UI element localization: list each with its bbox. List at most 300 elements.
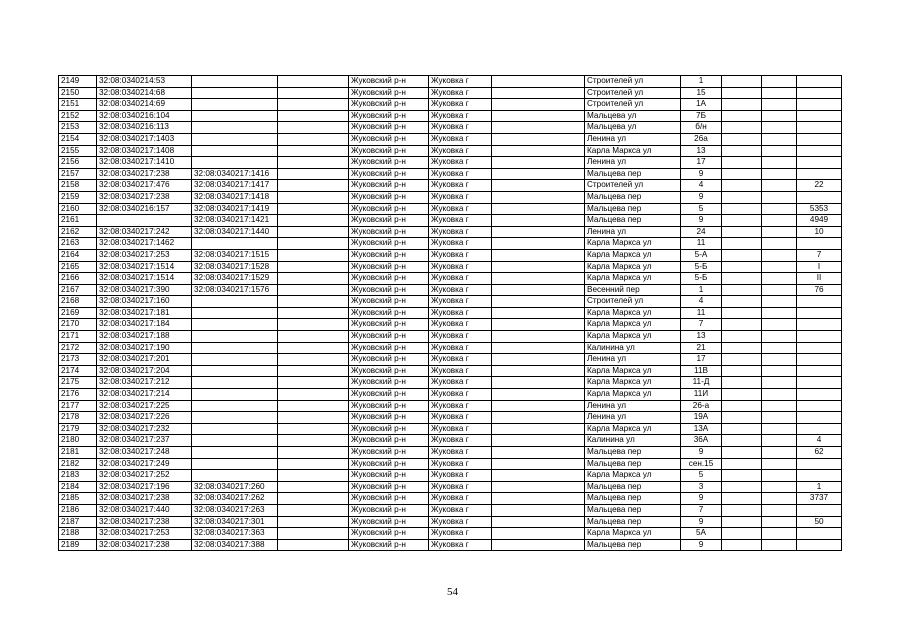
street-cell: Карла Маркса ул [585,528,681,540]
district-cell: Жуковский р-н [349,261,429,273]
row-number-cell: 2155 [59,145,97,157]
city-cell: Жуковка г [429,504,492,516]
empty-col-cell [762,447,797,459]
empty-col-cell [722,365,762,377]
empty-col-cell [492,481,585,493]
empty-col-cell [278,284,349,296]
city-cell: Жуковка г [429,76,492,88]
empty-col-cell [278,331,349,343]
cadastral-number-cell: 32:08:0340217:252 [97,470,192,482]
street-cell: Карла Маркса ул [585,145,681,157]
empty-col-cell [492,284,585,296]
row-number-cell: 2151 [59,99,97,111]
district-cell: Жуковский р-н [349,447,429,459]
table-row [59,261,842,273]
linked-cadastral-number-cell: 32:08:0340217:388 [192,539,278,551]
city-cell: Жуковка г [429,87,492,99]
empty-col-cell [762,226,797,238]
city-cell: Жуковка г [429,157,492,169]
empty-col-cell [762,76,797,88]
cadastral-number-cell: 32:08:0340217:238 [97,191,192,203]
city-cell: Жуковка г [429,238,492,250]
linked-cadastral-number-cell [192,133,278,145]
empty-col-cell [722,481,762,493]
empty-col-cell [492,423,585,435]
city-cell: Жуковка г [429,122,492,134]
empty-col-cell [492,145,585,157]
district-cell: Жуковский р-н [349,296,429,308]
district-cell: Жуковский р-н [349,319,429,331]
cadastral-number-cell: 32:08:0340217:238 [97,539,192,551]
empty-col-cell [762,122,797,134]
empty-col-cell [278,447,349,459]
city-cell: Жуковка г [429,203,492,215]
empty-col-cell [278,226,349,238]
district-cell: Жуковский р-н [349,145,429,157]
empty-col-cell [722,516,762,528]
empty-col-cell [722,133,762,145]
apartment-cell [797,528,842,540]
empty-col-cell [762,435,797,447]
empty-col-cell [762,389,797,401]
empty-col-cell [722,249,762,261]
empty-col-cell [492,400,585,412]
row-number-cell: 2185 [59,493,97,505]
empty-col-cell [722,447,762,459]
empty-col-cell [762,307,797,319]
district-cell: Жуковский р-н [349,180,429,192]
house-number-cell: 7 [681,319,722,331]
house-number-cell: 9 [681,191,722,203]
empty-col-cell [762,528,797,540]
row-number-cell: 2159 [59,191,97,203]
city-cell: Жуковка г [429,389,492,401]
linked-cadastral-number-cell [192,377,278,389]
table-row [59,203,842,215]
empty-col-cell [278,157,349,169]
cadastral-number-cell: 32:08:0340216:104 [97,110,192,122]
registry-table [58,75,842,551]
city-cell: Жуковка г [429,180,492,192]
row-number-cell: 2166 [59,273,97,285]
house-number-cell: 1 [681,284,722,296]
empty-col-cell [722,389,762,401]
table-row [59,76,842,88]
apartment-cell [797,342,842,354]
table-row [59,331,842,343]
empty-col-cell [722,331,762,343]
apartment-cell: 7 [797,249,842,261]
house-number-cell: 17 [681,157,722,169]
empty-col-cell [722,168,762,180]
empty-col-cell [278,412,349,424]
city-cell: Жуковка г [429,249,492,261]
row-number-cell: 2173 [59,354,97,366]
apartment-cell [797,400,842,412]
district-cell: Жуковский р-н [349,400,429,412]
apartment-cell [797,87,842,99]
district-cell: Жуковский р-н [349,458,429,470]
empty-col-cell [762,145,797,157]
district-cell: Жуковский р-н [349,528,429,540]
city-cell: Жуковка г [429,168,492,180]
row-number-cell: 2182 [59,458,97,470]
street-cell: Калинина ул [585,342,681,354]
empty-col-cell [278,458,349,470]
district-cell: Жуковский р-н [349,307,429,319]
row-number-cell: 2180 [59,435,97,447]
apartment-cell: 10 [797,226,842,238]
empty-col-cell [278,261,349,273]
empty-col-cell [762,354,797,366]
city-cell: Жуковка г [429,215,492,227]
apartment-cell: 4 [797,435,842,447]
city-cell: Жуковка г [429,284,492,296]
house-number-cell: 24 [681,226,722,238]
district-cell: Жуковский р-н [349,168,429,180]
cadastral-number-cell: 32:08:0340217:1462 [97,238,192,250]
district-cell: Жуковский р-н [349,389,429,401]
district-cell: Жуковский р-н [349,365,429,377]
apartment-cell [797,133,842,145]
district-cell: Жуковский р-н [349,87,429,99]
city-cell: Жуковка г [429,528,492,540]
linked-cadastral-number-cell: 32:08:0340217:1576 [192,284,278,296]
apartment-cell [797,76,842,88]
apartment-cell [797,99,842,111]
empty-col-cell [492,249,585,261]
empty-col-cell [278,238,349,250]
street-cell: Строителей ул [585,180,681,192]
city-cell: Жуковка г [429,423,492,435]
linked-cadastral-number-cell: 32:08:0340217:301 [192,516,278,528]
empty-col-cell [278,76,349,88]
linked-cadastral-number-cell [192,157,278,169]
row-number-cell: 2181 [59,447,97,459]
empty-col-cell [492,365,585,377]
street-cell: Строителей ул [585,87,681,99]
table-row [59,273,842,285]
house-number-cell: 5-Б [681,273,722,285]
district-cell: Жуковский р-н [349,284,429,296]
linked-cadastral-number-cell: 32:08:0340217:1515 [192,249,278,261]
city-cell: Жуковка г [429,470,492,482]
apartment-cell [797,504,842,516]
empty-col-cell [492,331,585,343]
city-cell: Жуковка г [429,273,492,285]
table-row [59,481,842,493]
empty-col-cell [762,284,797,296]
empty-col-cell [278,354,349,366]
house-number-cell: б/н [681,122,722,134]
empty-col-cell [722,307,762,319]
table-row [59,168,842,180]
cadastral-number-cell: 32:08:0340217:232 [97,423,192,435]
linked-cadastral-number-cell [192,238,278,250]
cadastral-number-cell: 32:08:0340217:1403 [97,133,192,145]
linked-cadastral-number-cell [192,319,278,331]
cadastral-number-cell: 32:08:0340217:248 [97,447,192,459]
cadastral-number-cell: 32:08:0340217:214 [97,389,192,401]
table-row [59,110,842,122]
apartment-cell [797,354,842,366]
cadastral-number-cell: 32:08:0340217:204 [97,365,192,377]
row-number-cell: 2177 [59,400,97,412]
city-cell: Жуковка г [429,516,492,528]
apartment-cell [797,331,842,343]
linked-cadastral-number-cell [192,365,278,377]
apartment-cell: II [797,273,842,285]
apartment-cell: 5353 [797,203,842,215]
house-number-cell: 9 [681,493,722,505]
table-row [59,87,842,99]
empty-col-cell [278,180,349,192]
street-cell: Мальцева пер [585,447,681,459]
table-row [59,389,842,401]
empty-col-cell [492,504,585,516]
district-cell: Жуковский р-н [349,504,429,516]
city-cell: Жуковка г [429,319,492,331]
house-number-cell: 21 [681,342,722,354]
empty-col-cell [762,423,797,435]
empty-col-cell [492,238,585,250]
linked-cadastral-number-cell [192,400,278,412]
linked-cadastral-number-cell [192,458,278,470]
empty-col-cell [762,215,797,227]
district-cell: Жуковский р-н [349,76,429,88]
cadastral-number-cell: 32:08:0340217:390 [97,284,192,296]
city-cell: Жуковка г [429,342,492,354]
street-cell: Карла Маркса ул [585,307,681,319]
empty-col-cell [492,180,585,192]
row-number-cell: 2188 [59,528,97,540]
empty-col-cell [492,157,585,169]
empty-col-cell [762,319,797,331]
house-number-cell: 1 [681,76,722,88]
street-cell: Мальцева ул [585,110,681,122]
city-cell: Жуковка г [429,261,492,273]
cadastral-number-cell: 32:08:0340214:68 [97,87,192,99]
apartment-cell [797,365,842,377]
row-number-cell: 2160 [59,203,97,215]
house-number-cell: 13А [681,423,722,435]
house-number-cell: 11И [681,389,722,401]
city-cell: Жуковка г [429,493,492,505]
city-cell: Жуковка г [429,412,492,424]
empty-col-cell [722,354,762,366]
empty-col-cell [492,389,585,401]
table-row [59,191,842,203]
row-number-cell: 2168 [59,296,97,308]
house-number-cell: 17 [681,354,722,366]
table-row [59,354,842,366]
table-row [59,365,842,377]
street-cell: Мальцева пер [585,493,681,505]
linked-cadastral-number-cell: 32:08:0340217:1417 [192,180,278,192]
empty-col-cell [722,145,762,157]
house-number-cell: 11-Д [681,377,722,389]
house-number-cell: 5-Б [681,261,722,273]
empty-col-cell [492,435,585,447]
linked-cadastral-number-cell [192,76,278,88]
house-number-cell: 26а [681,133,722,145]
apartment-cell: I [797,261,842,273]
linked-cadastral-number-cell: 32:08:0340217:1418 [192,191,278,203]
cadastral-number-cell: 32:08:0340217:226 [97,412,192,424]
empty-col-cell [722,180,762,192]
cadastral-number-cell: 32:08:0340217:253 [97,528,192,540]
linked-cadastral-number-cell: 32:08:0340217:1416 [192,168,278,180]
empty-col-cell [278,249,349,261]
empty-col-cell [762,99,797,111]
linked-cadastral-number-cell [192,145,278,157]
street-cell: Ленина ул [585,226,681,238]
linked-cadastral-number-cell: 32:08:0340217:1529 [192,273,278,285]
empty-col-cell [722,87,762,99]
row-number-cell: 2172 [59,342,97,354]
table-row [59,470,842,482]
empty-col-cell [722,122,762,134]
apartment-cell [797,377,842,389]
empty-col-cell [762,458,797,470]
apartment-cell: 3737 [797,493,842,505]
street-cell: Карла Маркса ул [585,470,681,482]
empty-col-cell [762,470,797,482]
linked-cadastral-number-cell [192,331,278,343]
row-number-cell: 2149 [59,76,97,88]
empty-col-cell [722,157,762,169]
table-row [59,296,842,308]
empty-col-cell [762,191,797,203]
empty-col-cell [278,493,349,505]
table-row [59,528,842,540]
house-number-cell: 5-А [681,249,722,261]
empty-col-cell [492,87,585,99]
row-number-cell: 2157 [59,168,97,180]
cadastral-number-cell: 32:08:0340217:1514 [97,273,192,285]
house-number-cell: 11 [681,238,722,250]
empty-col-cell [278,319,349,331]
cadastral-number-cell: 32:08:0340217:1514 [97,261,192,273]
linked-cadastral-number-cell [192,110,278,122]
empty-col-cell [492,226,585,238]
row-number-cell: 2150 [59,87,97,99]
city-cell: Жуковка г [429,539,492,551]
street-cell: Мальцева пер [585,539,681,551]
empty-col-cell [278,273,349,285]
house-number-cell: 3 [681,481,722,493]
empty-col-cell [762,110,797,122]
row-number-cell: 2158 [59,180,97,192]
linked-cadastral-number-cell: 32:08:0340217:1421 [192,215,278,227]
apartment-cell [797,307,842,319]
empty-col-cell [492,458,585,470]
empty-col-cell [278,365,349,377]
cadastral-number-cell: 32:08:0340217:1408 [97,145,192,157]
row-number-cell: 2162 [59,226,97,238]
row-number-cell: 2187 [59,516,97,528]
empty-col-cell [722,493,762,505]
row-number-cell: 2164 [59,249,97,261]
street-cell: Карла Маркса ул [585,238,681,250]
city-cell: Жуковка г [429,435,492,447]
street-cell: Строителей ул [585,99,681,111]
cadastral-number-cell: 32:08:0340217:196 [97,481,192,493]
district-cell: Жуковский р-н [349,539,429,551]
empty-col-cell [762,377,797,389]
cadastral-number-cell [97,215,192,227]
linked-cadastral-number-cell [192,470,278,482]
street-cell: Мальцева ул [585,122,681,134]
empty-col-cell [722,435,762,447]
district-cell: Жуковский р-н [349,249,429,261]
empty-col-cell [278,110,349,122]
empty-col-cell [278,470,349,482]
empty-col-cell [492,215,585,227]
linked-cadastral-number-cell [192,354,278,366]
empty-col-cell [762,180,797,192]
district-cell: Жуковский р-н [349,342,429,354]
empty-col-cell [722,191,762,203]
row-number-cell: 2179 [59,423,97,435]
empty-col-cell [762,504,797,516]
row-number-cell: 2169 [59,307,97,319]
street-cell: Ленина ул [585,412,681,424]
street-cell: Карла Маркса ул [585,377,681,389]
page-number: 54 [447,586,458,598]
apartment-cell [797,145,842,157]
table-row [59,284,842,296]
cadastral-number-cell: 32:08:0340216:157 [97,203,192,215]
district-cell: Жуковский р-н [349,331,429,343]
empty-col-cell [492,307,585,319]
linked-cadastral-number-cell: 32:08:0340217:1419 [192,203,278,215]
city-cell: Жуковка г [429,481,492,493]
cadastral-number-cell: 32:08:0340217:237 [97,435,192,447]
empty-col-cell [722,400,762,412]
empty-col-cell [492,296,585,308]
empty-col-cell [278,168,349,180]
empty-col-cell [722,539,762,551]
house-number-cell: 5 [681,470,722,482]
table-row [59,157,842,169]
district-cell: Жуковский р-н [349,203,429,215]
city-cell: Жуковка г [429,458,492,470]
house-number-cell: 5 [681,203,722,215]
city-cell: Жуковка г [429,191,492,203]
empty-col-cell [278,377,349,389]
apartment-cell: 50 [797,516,842,528]
table-row [59,458,842,470]
empty-col-cell [278,423,349,435]
cadastral-number-cell: 32:08:0340217:238 [97,516,192,528]
street-cell: Карла Маркса ул [585,423,681,435]
street-cell: Калинина ул [585,435,681,447]
table-row [59,423,842,435]
district-cell: Жуковский р-н [349,423,429,435]
table-row [59,122,842,134]
table-row [59,493,842,505]
table-row [59,504,842,516]
district-cell: Жуковский р-н [349,481,429,493]
street-cell: Мальцева пер [585,458,681,470]
house-number-cell: 7 [681,504,722,516]
row-number-cell: 2171 [59,331,97,343]
empty-col-cell [722,528,762,540]
empty-col-cell [762,365,797,377]
empty-col-cell [762,539,797,551]
linked-cadastral-number-cell [192,342,278,354]
